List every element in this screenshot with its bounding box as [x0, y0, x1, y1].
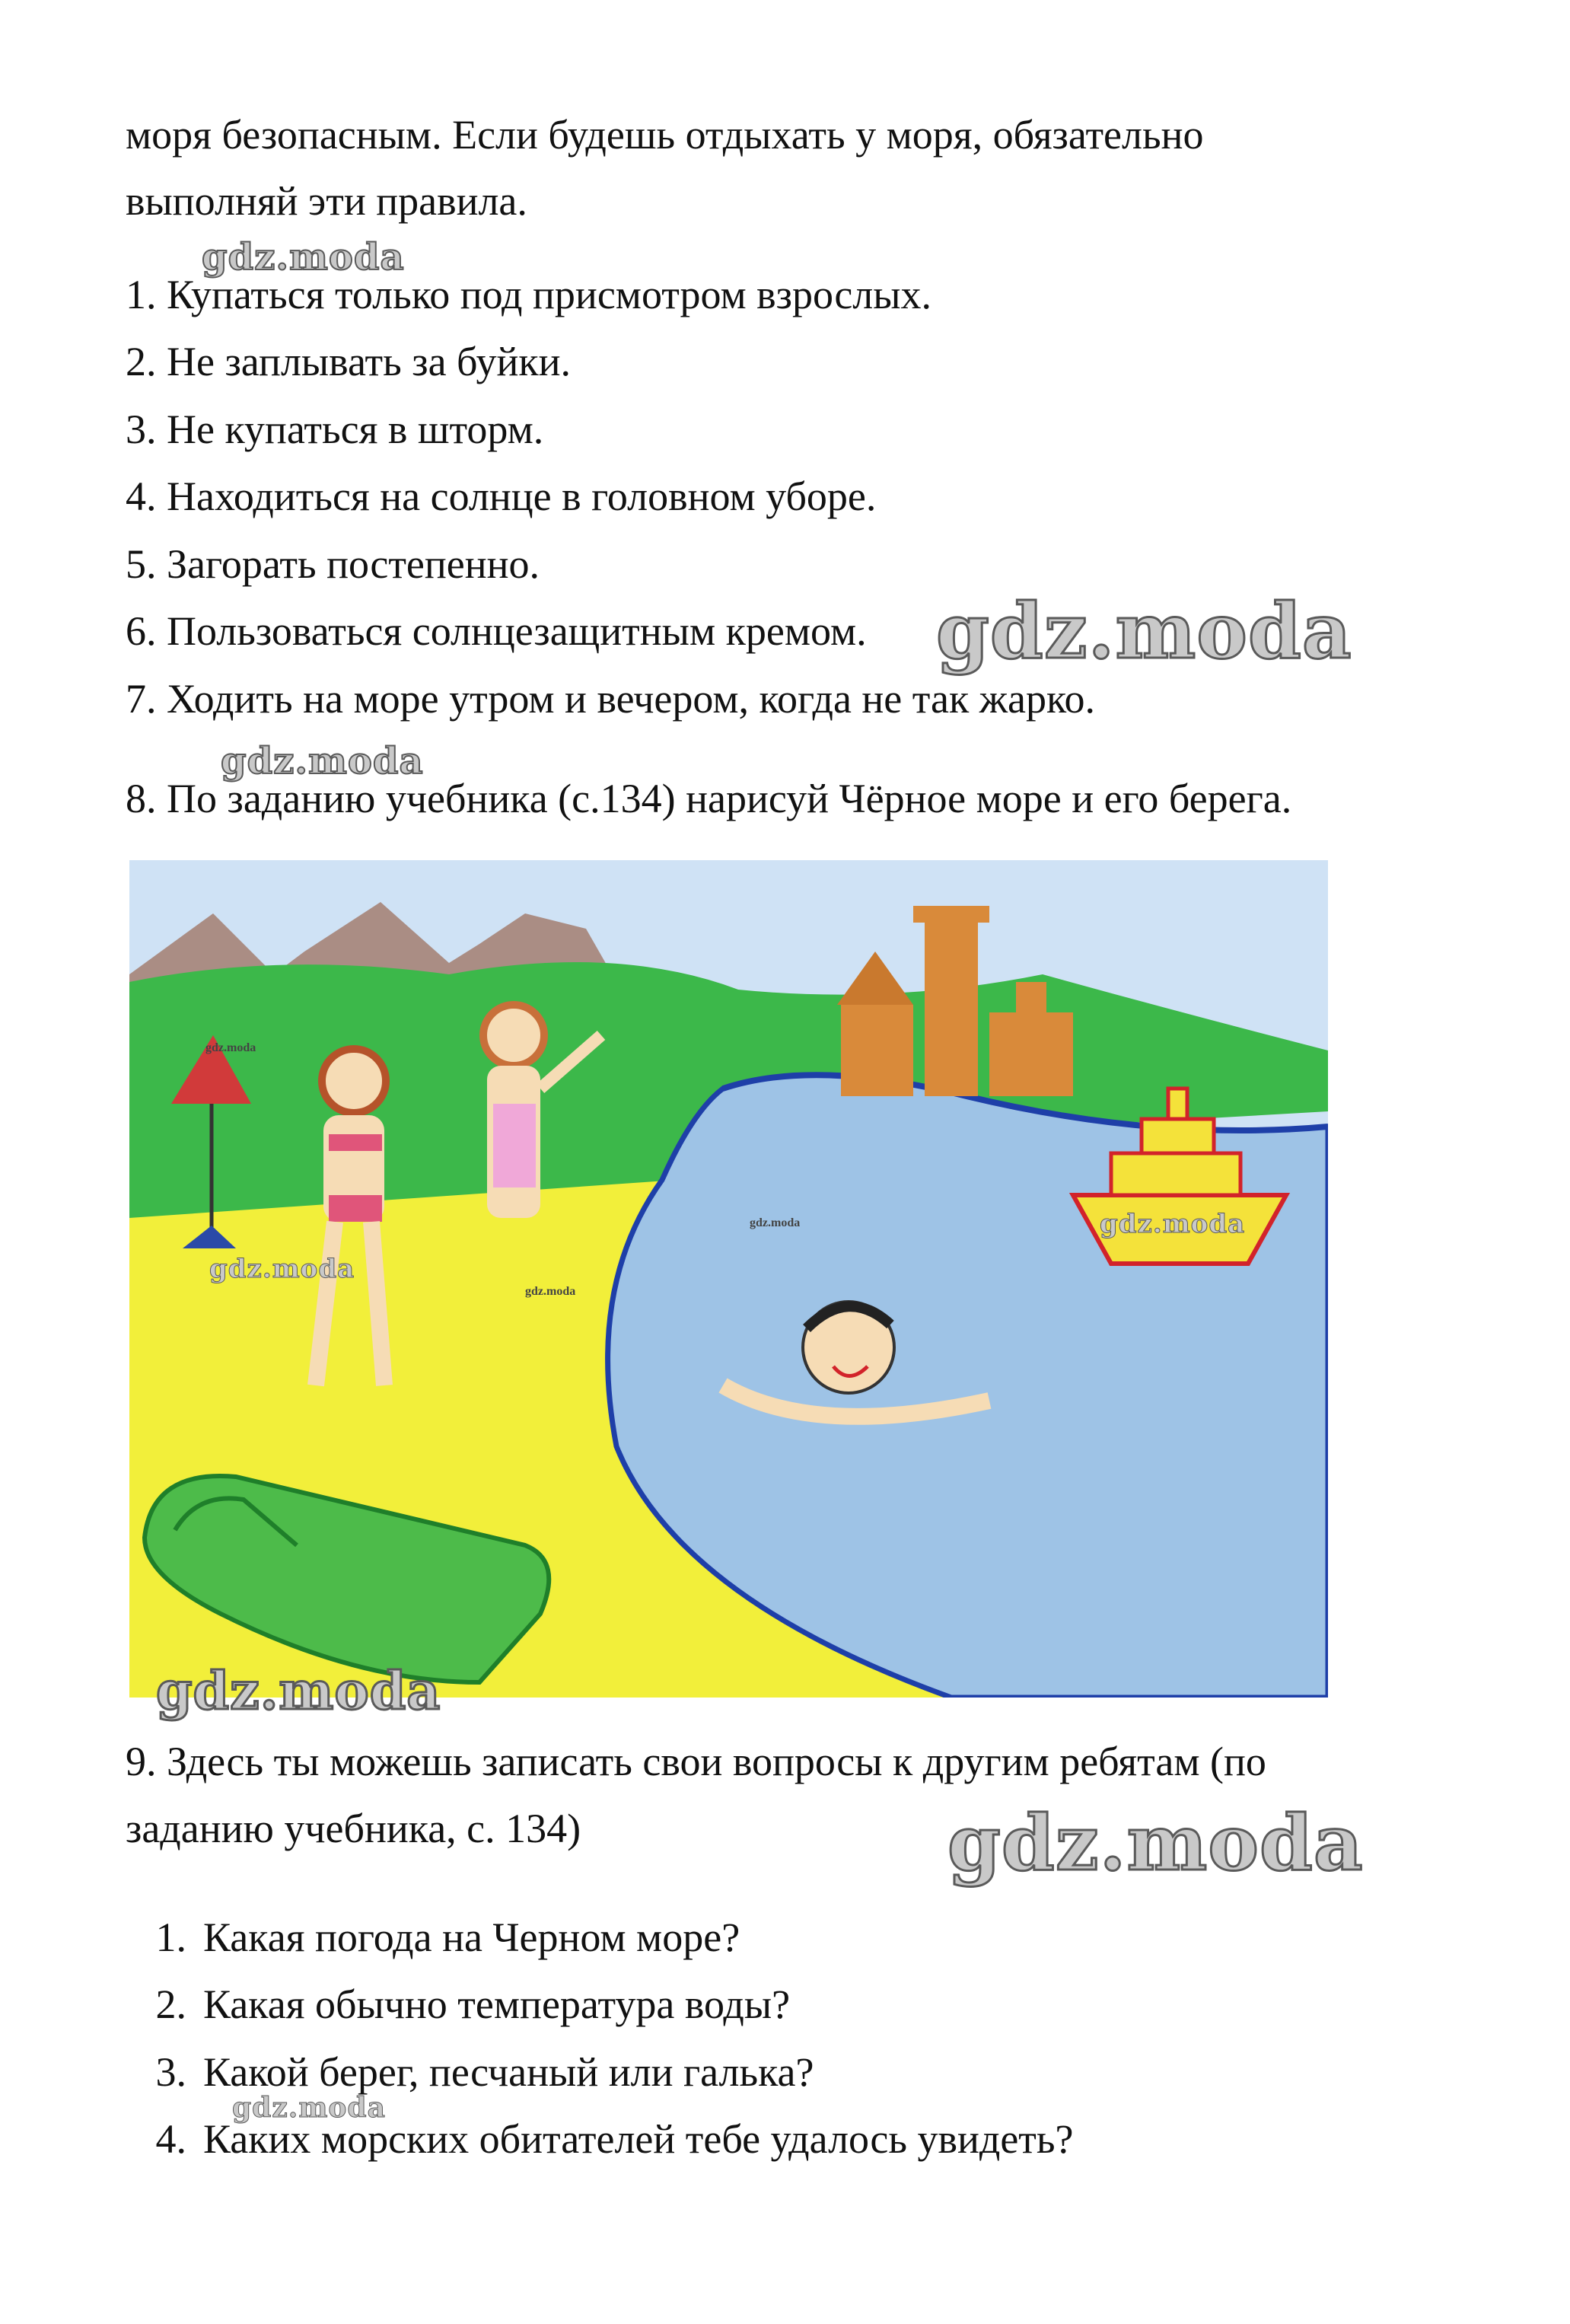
question-item [122, 1980, 790, 2029]
question-text: Какая обычно температура воды? [203, 1981, 791, 2027]
question-item [122, 1913, 740, 1962]
rule-item: 5. Загорать постепенно. [126, 541, 540, 587]
watermark-logo: gdz.moda [947, 1798, 1364, 1888]
watermark-logo: gdz.moda [209, 1254, 355, 1284]
intro-line-1: моря безопасным. Если будешь отдыхать у моря, обязательно [126, 112, 1204, 158]
question-number: 3. [155, 2049, 186, 2095]
question-text: Какая погода на Черном море? [203, 1914, 740, 1960]
task-9-line-1: 9. Здесь ты можешь записать свои вопросы к другим ребятам (по [126, 1739, 1266, 1784]
question-number: 4. [155, 2116, 186, 2162]
task-9-line-2: заданию учебника, с. 134) [126, 1806, 581, 1851]
watermark-logo: gdz.moda [202, 236, 405, 279]
question-text: Каких морских обитателей тебе удалось увидеть? [203, 2116, 1074, 2162]
rule-item: 2. Не заплывать за буйки. [126, 339, 572, 384]
watermark-logo: gdz.moda [156, 1661, 441, 1722]
watermark-logo: gdz.moda [1100, 1209, 1246, 1239]
watermark-logo: gdz.moda [221, 740, 424, 783]
watermark-logo: gdz.moda [232, 2092, 386, 2124]
rule-item: 1. Купаться только под присмотром взрослых. [126, 272, 932, 317]
intro-line-2: выполняй эти правила. [126, 178, 527, 224]
question-item [122, 2048, 814, 2096]
rule-item: 4. Находиться на солнце в головном уборе. [126, 473, 877, 519]
rule-item: 3. Не купаться в шторм. [126, 406, 544, 452]
question-number: 1. [155, 1914, 186, 1960]
watermark-logo: gdz.moda [750, 1216, 801, 1229]
question-number: 2. [155, 1981, 186, 2027]
rule-item: 7. Ходить на море утром и вечером, когда не так жарко. [126, 676, 1096, 722]
question-text: Какой берег, песчаный или галька? [203, 2049, 814, 2095]
task-8-text: 8. По заданию учебника (с.134) нарисуй Чёрное море и его берега. [126, 776, 1292, 821]
watermark-logo: gdz.moda [936, 586, 1352, 676]
watermark-logo: gdz.moda [205, 1041, 256, 1054]
watermark-logo: gdz.moda [525, 1285, 576, 1298]
rule-item: 6. Пользоваться солнцезащитным кремом. [126, 608, 867, 654]
